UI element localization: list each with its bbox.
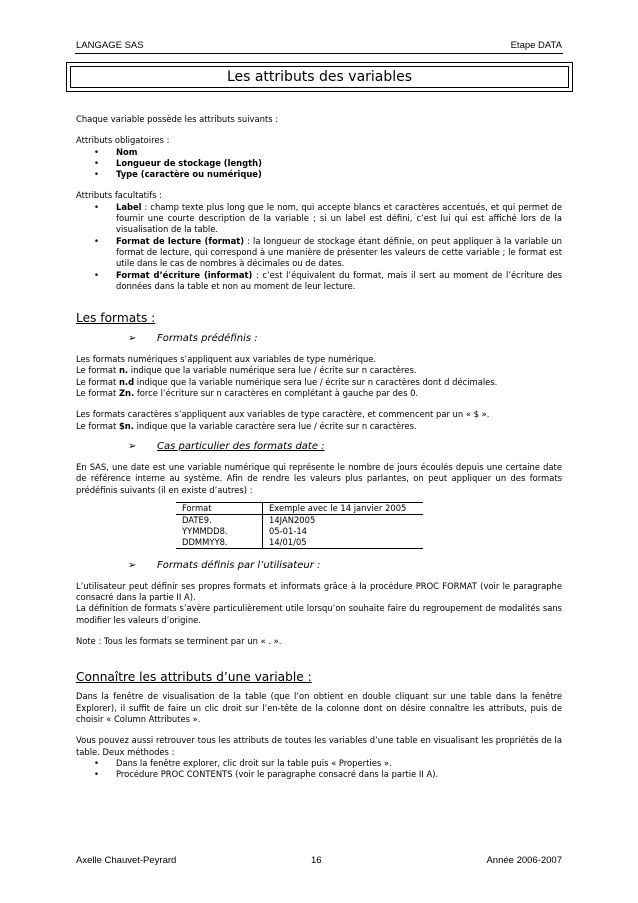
page-title: Les attributs des variables bbox=[70, 66, 569, 88]
footer-year: Année 2006-2007 bbox=[486, 855, 562, 866]
numeric-formats-intro: Les formats numériques s’appliquent aux variables de type numérique. bbox=[76, 354, 377, 365]
subheading-user-formats: ➢ Formats définis par l’utilisateur : bbox=[128, 559, 321, 571]
format-line: Le format Zn. force l’écriture sur n caractères en complétant à gauche par des 0. bbox=[76, 388, 419, 399]
list-item: • Format de lecture (format) : la longueur de stockage étant définie, on peut appliquer à la variable un format de lecture, qui correspond à une manière de présenter les valeurs de cette variable ; le format est utile dans le cas de nombres à décimales ou de dates. bbox=[76, 236, 562, 270]
char-formats-intro: Les formats caractères s’appliquent aux variables de type caractère, et commencent par un « $ ». bbox=[76, 409, 490, 420]
footer-author: Axelle Chauvet-Peyrard bbox=[76, 855, 177, 866]
mandatory-list bbox=[76, 147, 562, 181]
user-formats-paragraph: L’utilisateur peut définir ses propres formats et informats grâce à la procédure PROC FORMAT (voir le paragraphe consacré dans la partie II A). bbox=[76, 580, 562, 603]
table-cell: 05-01-14 bbox=[269, 525, 308, 536]
title-box bbox=[66, 62, 573, 92]
attributes-paragraph-2: Vous pouvez aussi retrouver tous les attributs de toutes les variables d’une table en visualisant les propriétés de la table. Deux méthodes : bbox=[76, 735, 562, 757]
list-item: • Procédure PROC CONTENTS (voir le paragraphe consacré dans la partie II A). bbox=[76, 769, 562, 780]
list-item: • Type (caractère ou numérique) bbox=[76, 169, 562, 180]
list-item: • Nom bbox=[76, 147, 562, 158]
intro-text: Chaque variable possède les attributs suivants : bbox=[76, 114, 279, 124]
format-line: Le format n.d indique que la variable numérique sera lue / écrite sur n caractères dont d décimales. bbox=[76, 376, 498, 387]
table-cell: DATE9. bbox=[176, 514, 263, 526]
date-paragraph: En SAS, une date est une variable numérique qui représente le nombre de jours écoulés depuis une certaine date de référence interne au système. Afin de rendre les valeurs plus parlantes, on peut appliquer un des formats prédéfinis suivants (il en existe d’autres) : bbox=[76, 461, 562, 495]
methods-list bbox=[76, 758, 562, 781]
format-line: Le format $n. indique que la variable caractère sera lue / écrite sur n caractères. bbox=[76, 420, 417, 431]
subheading-predefined: ➢ Formats prédéfinis : bbox=[128, 333, 258, 345]
list-item: • Label : champ texte plus long que le nom, qui accepte blancs et caractères accentués, et qui permet de fournir une courte description de la variable ; si un label est défini, c’est lui qui est affiché lors de la visualisation de la table. bbox=[76, 202, 562, 236]
page-content bbox=[76, 114, 562, 780]
date-format-table bbox=[176, 502, 423, 549]
list-item: • Dans la fenêtre explorer, clic droit sur la table puis « Properties ». bbox=[76, 758, 562, 769]
list-item: • Longueur de stockage (length) bbox=[76, 158, 562, 169]
subheading-date-formats: ➢ Cas particulier des formats date : bbox=[128, 440, 325, 452]
table-header-cell: Format bbox=[176, 502, 263, 514]
table-cell: YYMMDD8. bbox=[176, 526, 263, 537]
format-line: Le format n. indique que la variable numérique sera lue / écrite sur n caractères. bbox=[76, 365, 417, 376]
table-header-cell: Exemple avec le 14 janvier 2005 bbox=[263, 502, 424, 514]
footer-page-number: 16 bbox=[311, 855, 322, 866]
arrow-bullet-icon: ➢ bbox=[128, 559, 137, 571]
mandatory-label: Attributs obligatoires : bbox=[76, 135, 170, 146]
header-left: LANGAGE SAS bbox=[76, 40, 144, 51]
table-row bbox=[176, 526, 423, 537]
note-text: Note : Tous les formats se terminent par un « . ». bbox=[76, 636, 282, 647]
header-rule bbox=[75, 53, 563, 54]
arrow-bullet-icon: ➢ bbox=[128, 333, 137, 345]
table-row bbox=[176, 537, 423, 549]
attributes-paragraph: Dans la fenêtre de visualisation de la table (que l’on obtient en double cliquant sur une table dans la fenêtre Explorer), il suffit de faire un clic droit sur l’en-tête de la colonne dont on désire connaître les attributs, puis de choisir « Column Attributes ». bbox=[76, 691, 562, 724]
table-header-row bbox=[176, 502, 423, 514]
header-right: Etape DATA bbox=[510, 40, 562, 51]
arrow-bullet-icon: ➢ bbox=[128, 440, 137, 452]
user-formats-paragraph-2: La définition de formats s’avère particulièrement utile lorsqu’on souhaite faire du regroupement de modalités sans modifier les valeurs d’origine. bbox=[76, 603, 562, 625]
section-heading-attributes: Connaître les attributs d’une variable : bbox=[76, 670, 312, 685]
table-cell: 14JAN2005 bbox=[269, 514, 316, 525]
list-item: • Format d’écriture (informat) : c’est l’équivalent du format, mais il sert au moment de l’écriture des données dans la table et non au moment de leur lecture. bbox=[76, 270, 562, 293]
table-cell: 14/01/05 bbox=[263, 537, 424, 549]
optional-label: Attributs facultatifs : bbox=[76, 190, 162, 201]
optional-list bbox=[76, 202, 562, 292]
section-heading-formats: Les formats : bbox=[76, 311, 156, 326]
table-cell: DDMMYY8. bbox=[176, 537, 263, 549]
table-row bbox=[176, 514, 423, 526]
